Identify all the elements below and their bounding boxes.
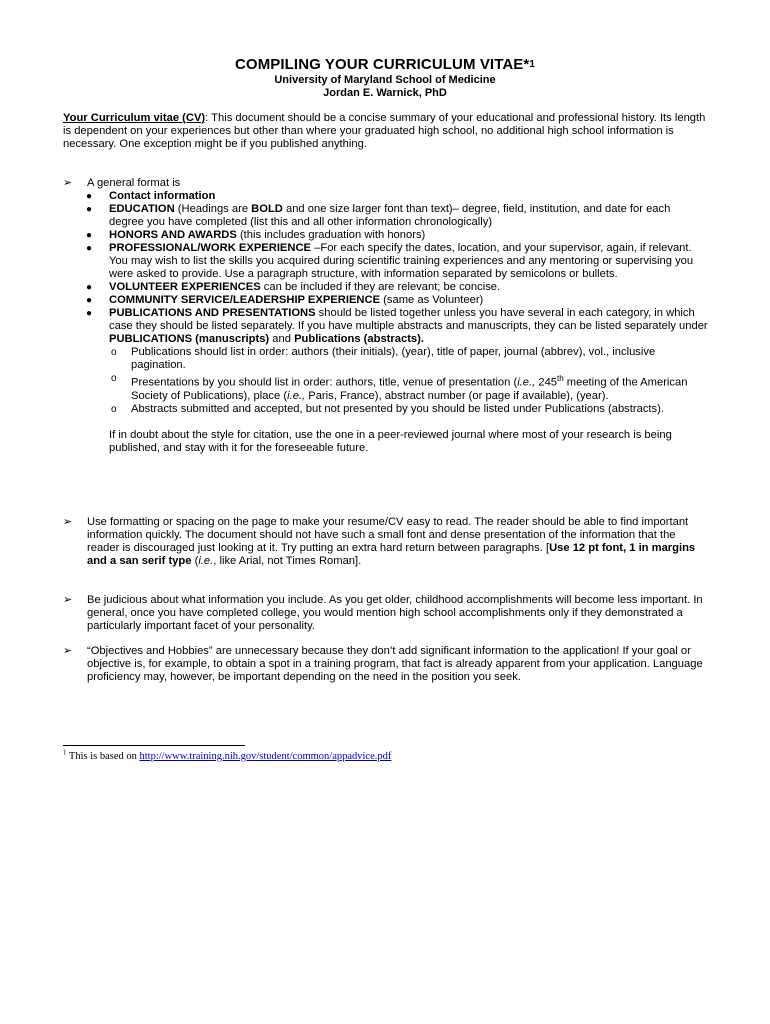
intro-lead: Your Curriculum vitae (CV): [63, 112, 206, 124]
intro-text: : This document should be a concise summary of your educational and professional history. Its length is dependent on your experiences but other than where your graduated high school, no additional high school information is necessary. One exception might be if you published anything.: [63, 112, 706, 150]
list-item: o Abstracts submitted and accepted, but not presented by you should be listed under Publications (abstracts).: [111, 402, 664, 415]
title-text: COMPILING YOUR CURRICULUM VITAE*: [235, 56, 530, 73]
list-item: ● PUBLICATIONS AND PRESENTATIONS should be listed together unless you have several in each category, in which case they should be listed separately. If you have multiple abstracts and manuscripts, they can be listed separately under PUBLICATIONS (manuscripts) and Publications (abstracts).: [86, 307, 708, 345]
list-item: ● COMMUNITY SERVICE/LEADERSHIP EXPERIENCE (same as Volunteer): [86, 294, 484, 306]
bullet-icon: ●: [86, 308, 93, 319]
bullet-icon: ●: [86, 191, 93, 202]
publication-sublist: [63, 346, 708, 416]
list-item: o Publications should list in order: authors (their initials), (year), title of paper, journal (abbrev), vol., inclusive pagination.: [111, 346, 656, 371]
circle-bullet-icon: o: [111, 347, 117, 358]
institution-line: University of Maryland School of Medicine: [274, 74, 496, 86]
circle-bullet-icon: o: [111, 403, 117, 415]
bullet-icon: ●: [86, 282, 93, 293]
circle-bullet-icon: o: [111, 373, 117, 384]
citation-note: If in doubt about the style for citation, use the one in a peer-reviewed journal where most of your research is being published, and stay with it for the foreseeable future.: [109, 428, 672, 454]
formatting-section: [63, 516, 708, 568]
arrow-bullet-icon: ➢: [63, 645, 73, 657]
list-item: ● VOLUNTEER EXPERIENCES can be included if they are relevant; be concise.: [86, 281, 501, 293]
format-list: [63, 190, 708, 346]
arrow-bullet-icon: ➢: [63, 516, 73, 528]
list-item: ● HONORS AND AWARDS (this includes graduation with honors): [86, 229, 426, 241]
intro-paragraph: [63, 112, 708, 151]
list-item: ● EDUCATION (Headings are BOLD and one size larger font than text)– degree, field, institution, and date for each degree you have completed (list this and all other information chronologically): [86, 203, 671, 228]
objectives-section: [63, 645, 708, 684]
format-section: [63, 177, 708, 455]
format-heading: A general format is: [87, 177, 181, 189]
bullet-icon: ●: [86, 204, 93, 215]
bullet-icon: ●: [86, 230, 93, 241]
judicious-section: [63, 594, 708, 633]
judicious-text: Be judicious about what information you include. As you get older, childhood accomplishments will become less important. In general, once you have completed college, you would mention high school accomplishments only if they demonstrated a particularly important facet of your personality.: [87, 594, 703, 632]
title-footnote-marker: 1: [529, 59, 535, 70]
arrow-bullet-icon: ➢: [63, 594, 73, 606]
list-item: o Presentations by you should list in order: authors, title, venue of presentation (i.e., 245th meeting of the American Society of Publications), place (i.e., Paris, France), abstract number (or page if available), (year).: [111, 373, 688, 402]
document-title: [0, 56, 770, 73]
bullet-icon: ●: [86, 295, 93, 306]
objectives-text: “Objectives and Hobbies” are unnecessary because they don’t add significant information to the application! If your goal or objective is, for example, to obtain a spot in a training program, that fact is already apparent from your application. Language proficiency may, however, be important depending on the need in the position you seek.: [87, 645, 703, 683]
footnote-link[interactable]: http://www.training.nih.gov/student/common/appadvice.pdf: [139, 751, 392, 762]
footnote: $^1$ This is based on http://www.training.nih.gov/student/common/appadvice.pdf: [63, 748, 392, 762]
author-line: Jordan E. Warnick, PhD: [323, 87, 447, 99]
footnote-marker: 1: [63, 748, 67, 757]
arrow-bullet-icon: ➢: [63, 177, 73, 189]
formatting-text: Use formatting or spacing on the page to make your resume/CV easy to read. The reader should be able to find important information quickly. The document should not have such a small font and dense presentation of the information that the reader is discouraged just looking at it. Try putting an extra hard return between paragraphs. [Use 12 pt font, 1 in margins and a san serif type (i.e., like Arial, not Times Roman].: [87, 516, 696, 567]
footnote-separator: [63, 745, 245, 746]
list-item: ● Contact information: [86, 190, 216, 202]
list-item: ● PROFESSIONAL/WORK EXPERIENCE –For each specify the dates, location, and your supervisor, again, if relevant. You may wish to list the skills you acquired during scientific training experiences and any mentoring or supervising you were asked to provide. Use a paragraph structure, with information separated by semicolons or bullets.: [86, 242, 694, 280]
bullet-icon: ●: [86, 243, 93, 254]
